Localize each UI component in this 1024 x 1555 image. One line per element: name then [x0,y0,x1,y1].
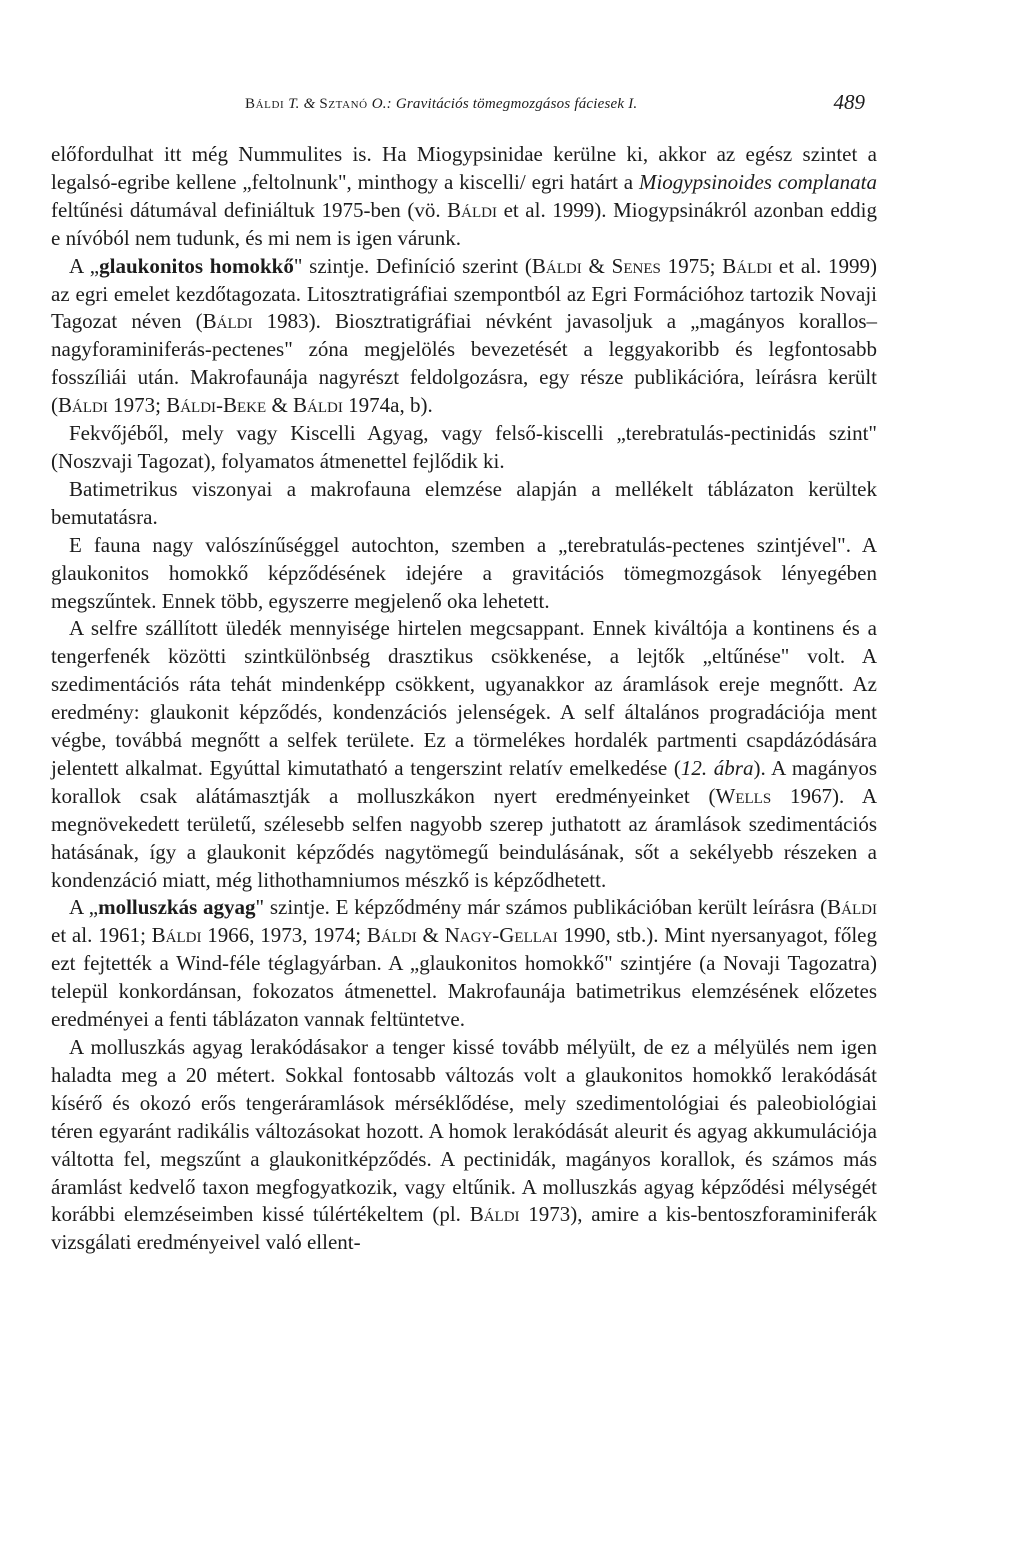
running-header [245,90,865,120]
text-segment: Báldi [827,895,878,920]
text-segment: Wells [715,783,772,808]
text-segment: feltűnési dátumával definiáltuk 1975-ben (vö. [51,197,448,222]
text-segment: A molluszkás agyag lerakódásakor a tenger kissé tovább mélyült, de ez a mélyülés nem igen haladta meg a 20 métert. Sokkal fontosabb változás volt a glaukonitos homokkő lerakódását kísérő és okozó erős tengeráramlások mérséklődése, mely szedimentológiai és paleobiológiai téren egyaránt radikális változásokat hozott. A homok lerakódását aleurit és agyag akkumulációja váltotta fel, megszűnt a glaukonitképződés. A pectinidák, magányos korallok, és számos más áramlást kedvelő taxon megfogyatkozik, vagy eltűnik. A molluszkás agyag képződési mélységét korábbi elemzéseimben kissé túlértékeltem (pl. [51,1035,877,1227]
text-segment: & [581,253,612,278]
text-segment: A „ [69,895,99,920]
text-segment: 1974a, b). [342,393,433,418]
text-segment: Báldi [447,197,497,222]
text-segment: 1966, 1973, 1974; [201,923,367,948]
header-author-1: Báldi [245,96,285,112]
paragraph-p3 [51,420,877,476]
text-segment: 1990, stb.). Mint nyersanyagot, főleg ezt fejtették a Wind-féle téglagyárban. A „glaukonitos homokkő" szintjére (a Novaji Tagozatra) települ konkordánsan, fokozatos átmenettel. Makrofaunája batimetrikus elemzésének előzetes eredményei a fenti táblázaton vannak feltüntetve. [51,923,877,1032]
text-segment: & [416,923,445,948]
text-segment: 12. ábra [680,755,754,780]
header-author-2: Sztanó [319,96,368,112]
text-segment: ). A magányos korallok csak alátámasztják a molluszkákon nyert eredményeinket ( [51,755,877,808]
text-segment: Fekvőjéből, mely vagy Kiscelli Agyag, vagy felső-kiscelli „terebratulás-pectinidás szint" (Noszvaji Tagozat), folyamatos átmenettel fejlődik ki. [51,421,877,473]
text-segment: Báldi-Beke [166,393,267,418]
text-segment: Báldi [58,393,108,418]
text-segment: Báldi [722,253,773,278]
page-number: 489 [833,90,865,114]
text-segment: et al. 1999) az egri emelet kezdőtagozata. Litosztratigráfiai szempontból az Egri Formációhoz tartozik Novaji Tagozat néven ( [51,253,878,334]
text-segment: Batimetrikus viszonyai a makrofauna elemzése alapján a mellékelt táblázaton kerültek bemutatásra. [51,476,877,529]
text-segment: Senes [611,253,661,278]
text-segment: Báldi [293,393,343,418]
text-segment: 1967). A megnövekedett területű, szélesebb selfen nagyobb szerep juthatott az áramlások szedimentációs hatásának, így a glaukonit képződés nagytömegű beindulásának, sőt a sekélyebb részeken a kondenzáció miatt, még lithothamniumos mészkő is képződhetett. [51,783,878,892]
text-segment: E fauna nagy valószínűséggel autochton, szemben a „terebratulás-pectenes szintjével". A glaukonitos homokkő képződésének idejére a gravitációs tömegmozgások lényegében megszűntek. Ennek több, egyszerre megjelenő oka lehetett. [51,532,877,613]
text-segment: Báldi [531,253,582,278]
text-segment: & [266,393,294,418]
paragraph-p5 [51,532,877,616]
text-segment: glaukonitos homokkő [99,253,294,278]
text-segment: Báldi [469,1202,520,1227]
text-segment: molluszkás agyag [98,895,256,920]
paragraph-p7 [51,894,877,1034]
text-segment: 1973), amire a kis-bentoszforaminiferák vizsgálati eredményeivel való ellent- [51,1202,877,1255]
text-segment: " szintje. E képződmény már számos publikációban került leírásra ( [255,895,828,920]
text-segment: " szintje. Definíció szerint ( [293,253,532,278]
text-segment: 1973; [107,393,167,418]
paragraph-p6 [51,615,877,894]
text-segment: 1975; [660,253,723,278]
text-segment: előfordulhat itt még Nummulites is. Ha Miogypsinidae kerülne ki, akkor az egész szintet a legalsó-egribe kellene „feltolnunk", minthogy a kiscelli/ egri határt a [51,142,877,194]
text-segment: et al. 1961; [51,923,152,948]
text-segment: A selfre szállított üledék mennyisége hirtelen megcsappant. Ennek kiváltója a kontinens és a tengerfenék közötti szintkülönbség drasztikus csökkenése, a lejtők „eltűnése" volt. A szedimentációs ráta tehát mindenképp csökkent, ugyanakkor az áramlások ereje megnőtt. Az eredmény: glaukonit képződés, kondenzációs jelenségek. A self általános progradációja ment végbe, továbbá megnőtt a selfek területe. Ez a törmelékes hordalék partmenti csapdázódására jelentett alkalmat. Egyúttal kimutatható a tengerszint relatív emelkedése ( [51,616,877,780]
text-segment: 1983). Biosztratigráfiai névként javasoljuk a „magányos korallos–nagyforaminiferás-pectenes" zóna megjelölés bevezetését a leggyakoribb és legfontosabb fosszíliái után. Makrofaunája nagyrészt feldolgozásra, egy része publikációra, leírásra került ( [51,309,877,418]
header-article-title: Gravitációs tömegmozgásos fáciesek I. [395,96,638,112]
text-segment: Báldi [151,923,202,948]
text-segment: Báldi [366,923,417,948]
text-segment: Báldi [202,309,253,334]
text-segment: et al. 1999). Miogypsinákról azonban eddig e nívóból nem tudunk, és mi nem is igen várunk. [51,197,877,250]
text-segment: Nagy-Gellai [444,923,558,948]
header-author-2-initial: O.: [371,96,396,112]
header-author-1-initial: T. & [288,96,320,112]
text-segment: A „ [69,253,100,278]
paragraph-p8 [51,1034,877,1257]
running-title [245,96,637,113]
paragraph-p2 [51,253,877,420]
text-segment: Miogypsinoides complanata [638,169,877,194]
body-text [51,141,877,1257]
paragraph-p4 [51,476,877,532]
paragraph-p1 [51,141,877,253]
